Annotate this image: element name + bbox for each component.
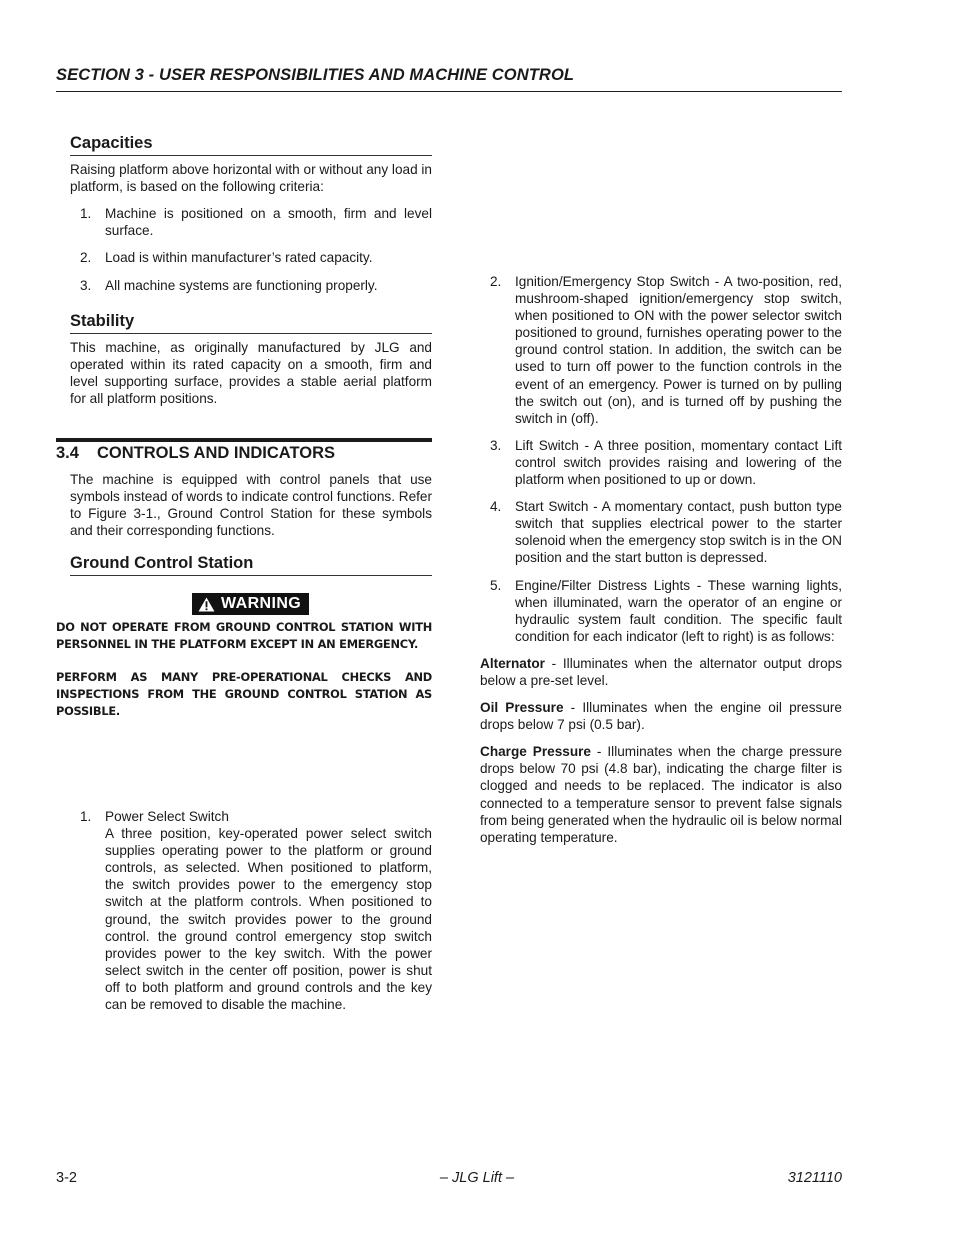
indicator-text: - Illuminates when the engine oil pressure drops below 7 psi (0.5 bar). [480,700,842,733]
footer-center: – JLG Lift – [439,1170,515,1186]
indicator-charge-pressure [480,743,842,846]
list-number: 2. [490,274,502,289]
list-number: 1. [80,809,92,824]
section-header: SECTION 3 - USER RESPONSIBILITIES AND MACHINE CONTROL [56,66,575,84]
power-select-list [70,808,432,1013]
section-intro: The machine is equipped with control panels that use symbols instead of words to indicate control functions. Refer to Figure 3-1., Ground Control Station for these symbols and their corresponding functions. [70,472,432,539]
list-text: Ignition/Emergency Stop Switch - A two-position, red, mushroom-shaped ignition/emergency stop switch, when positioned to ON with the power selector switch positioned to ground, furnishes operating power to the ground control station. In addition, the switch can be used to turn off power to the function controls in the event of an emergency. Power is turned on by pulling the switch out (on), and is turned off by pushing the switch in (off). [515,274,842,426]
controls-list [480,273,842,645]
indicator-text: - Illuminates when the charge pressure drops below 70 psi (4.8 bar), indicating the charge filter is clogged and needs to be replaced. The indicator is also connected to a temperature sensor to prevent false signals from being generated when the hydraulic oil is below normal operating temperature. [480,744,842,845]
warning-label: WARNING [221,595,302,612]
list-number: 3. [80,277,92,293]
list-text: Lift Switch - A three position, momentary contact Lift control switch provides raising and lowering of the platform when positioned to up or down. [515,437,842,488]
list-item [480,498,842,566]
list-item [70,249,432,266]
list-item [480,437,842,488]
warning-text-1: DO NOT OPERATE FROM GROUND CONTROL STATION WITH PERSONNEL IN THE PLATFORM EXCEPT IN AN EMERGENCY. [56,620,432,652]
list-item [480,273,842,427]
list-number: 4. [490,499,502,515]
indicator-name: Alternator [480,655,545,671]
power-select-title: Power Select Switch [105,809,229,824]
right-column [480,273,842,846]
stability-text: This machine, as originally manufactured by JLG and operated within its rated capacity on a smooth, firm and level supporting surface, provides a stable aerial platform for all platform positions. [70,340,432,407]
list-text: Start Switch - A momentary contact, push button type switch that supplies electrical power to the starter solenoid when the emergency stop switch is in the ON position and the start button is depressed. [515,499,842,566]
footer-doc-number: 3121110 [787,1170,842,1186]
capacities-block [70,135,432,294]
footer-page-number: 3-2 [56,1170,77,1186]
warning-badge-wrap [192,593,309,615]
ground-control-heading: Ground Control Station [70,555,432,576]
capacities-intro: Raising platform above horizontal with or without any load in platform, is based on the following criteria: [70,162,432,195]
section-title: CONTROLS AND INDICATORS [97,444,336,462]
list-number: 3. [490,437,502,453]
stability-heading: Stability [70,313,432,334]
indicator-name: Charge Pressure [480,744,591,760]
list-item [70,808,432,1013]
list-text: All machine systems are functioning properly. [105,277,378,293]
list-number: 5. [490,577,502,593]
capacities-heading: Capacities [70,135,432,156]
list-number: 2. [80,250,92,266]
indicator-text: - Illuminates when the alternator output drops below a pre-set level. [480,655,842,688]
warning-badge [192,593,309,615]
list-text: Machine is positioned on a smooth, firm and level surface. [105,206,432,239]
warning-text-2: PERFORM AS MANY PRE-OPERATIONAL CHECKS AND INSPECTIONS FROM THE GROUND CONTROL STATION AS POSSIBLE. [56,670,432,719]
header-rule [56,91,842,92]
indicator-name: Oil Pressure [480,700,564,716]
list-number: 1. [80,206,92,222]
section-heading [56,438,432,463]
warning-triangle-icon [198,597,215,612]
capacities-list [70,205,432,293]
list-text: Engine/Filter Distress Lights - These warning lights, when illuminated, warn the operator of an engine or hydraulic system fault condition. The specific fault condition for each indicator (left to right) is as follows: [515,577,842,644]
power-select-text: A three position, key-operated power select switch supplies operating power to the platform or ground controls, as selected. When positioned to platform, the switch provides power to the emergency stop switch at the platform controls. When positioned to ground, the switch provides power to the ground control. the ground control emergency stop switch provides power to the key switch. With the power select switch in the center off position, power is shut off to both platform and ground controls and the key can be removed to disable the machine. [105,826,432,1013]
ground-control-block [70,555,432,576]
stability-block [70,313,432,407]
power-select-block [70,808,432,1013]
section-number: 3.4 [56,444,79,462]
list-item [70,205,432,239]
list-item [70,277,432,294]
list-item [480,577,842,645]
indicator-oil-pressure [480,699,842,733]
indicator-alternator [480,655,842,689]
list-text: Load is within manufacturer’s rated capacity. [105,250,373,266]
